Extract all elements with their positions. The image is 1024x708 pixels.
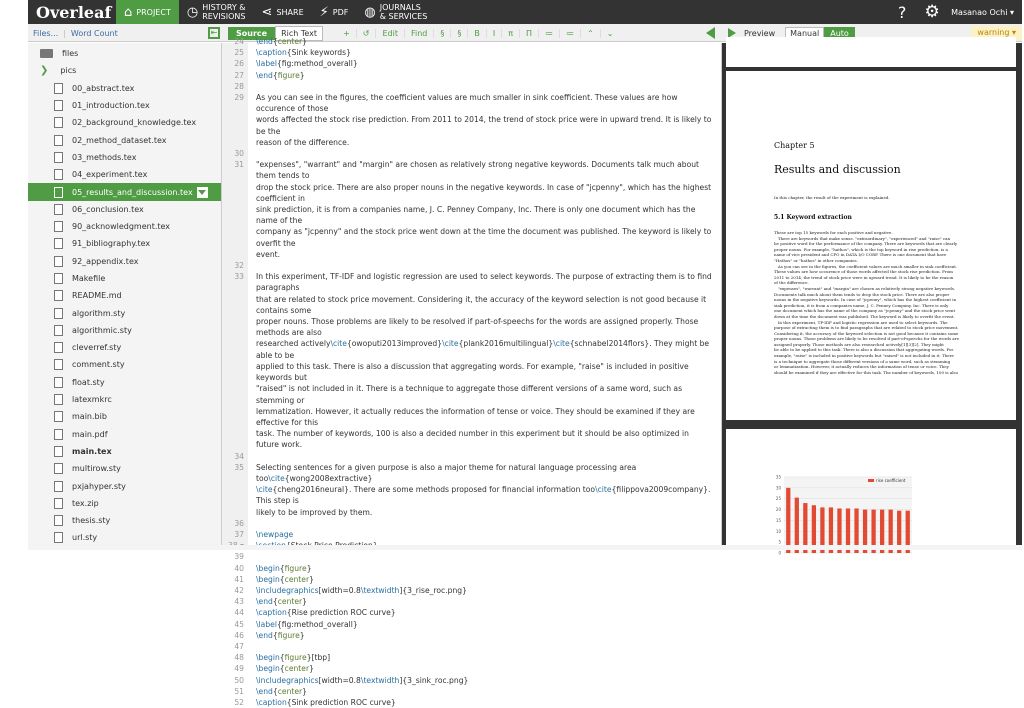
code-line[interactable] <box>222 81 722 92</box>
line-text: applied to this task. There is also a discussion that aggregating words. For example, "raise" is included in positive keywords but <box>256 361 689 383</box>
code-line[interactable] <box>222 663 722 674</box>
file-name: cleverref.sty <box>72 343 122 353</box>
pdf-text-line: be able to be applied to this task. There is also a discussion that aggregating words. For <box>774 347 954 353</box>
line-number: 52 <box>234 697 244 707</box>
line-text <box>256 519 258 528</box>
line-text: \end{center} <box>256 597 307 607</box>
auto-compile-button[interactable]: Auto <box>824 27 855 40</box>
file-item[interactable] <box>28 270 221 287</box>
code-line[interactable] <box>222 563 722 574</box>
file-icon <box>54 290 63 301</box>
line-text: \caption{Sink keywords} <box>256 48 351 58</box>
gear-icon[interactable]: ⚙ <box>924 2 940 22</box>
editor-tool-0[interactable]: + <box>343 28 350 38</box>
pdf-text-line: There are keywords that make sense. "extraordinary", "experienced" and "raise" can <box>774 235 951 241</box>
line-text: \newpage <box>256 529 294 539</box>
file-item[interactable] <box>28 80 221 97</box>
line-text: \begin{figure}[tbp] <box>256 653 331 663</box>
editor-tool-8[interactable]: π <box>501 29 519 38</box>
code-line[interactable] <box>222 182 722 204</box>
manual-compile-button[interactable]: Manual <box>785 27 824 40</box>
file-item[interactable] <box>28 322 221 339</box>
file-icon <box>54 446 63 457</box>
file-icon <box>54 204 63 215</box>
line-number: 51 <box>234 686 244 696</box>
file-name: multirow.sty <box>72 464 121 474</box>
line-number: 28 <box>234 81 244 91</box>
code-line[interactable] <box>222 260 722 271</box>
code-line[interactable] <box>222 518 722 529</box>
line-text <box>256 149 258 158</box>
pdf-text-line: proper nouns. For example, "hathos", which is the top keyword in rise prediction, is a <box>774 246 948 252</box>
top-navbar <box>28 0 1022 24</box>
pdf-text-line: These values are how occurence of those words affected the stock rise prediction. From <box>774 269 953 275</box>
bar <box>786 488 790 553</box>
file-item[interactable] <box>28 477 221 494</box>
line-text: \caption{Rise prediction ROC curve} <box>256 608 396 618</box>
filetree-tabs <box>28 24 222 42</box>
y-tick-label: 20 <box>775 507 781 513</box>
line-number: 49 <box>234 664 244 674</box>
code-line[interactable] <box>222 36 722 47</box>
line-text: \end{figure} <box>256 630 305 640</box>
pdf-text-line: proper nouns. Those problems are likely to be resolved if part-of-speechs for the words are <box>774 336 959 342</box>
line-text: "raised" is not included in it. There is a technique to aggregate those different versions of a same word, such as stemming or <box>256 384 683 405</box>
file-name: 02_background_knowledge.tex <box>72 118 197 128</box>
pdf-text-line: These are top 15 keywords for each positive and negative. <box>774 230 893 235</box>
legend-swatch <box>868 479 874 482</box>
line-number: 30 <box>234 149 244 159</box>
collapse-filetree-icon[interactable]: ⇤ <box>208 27 220 39</box>
preview-button[interactable]: Preview <box>744 28 776 38</box>
nav-label: JOURNALS & SERVICES <box>379 3 428 21</box>
file-name: Makefile <box>72 274 106 283</box>
file-item[interactable] <box>28 149 221 166</box>
code-line[interactable] <box>222 338 722 360</box>
line-number: 36 <box>234 518 244 528</box>
file-name: url.sty <box>72 533 98 543</box>
tab-separator: | <box>63 28 66 38</box>
file-name: float.sty <box>72 377 105 387</box>
line-text <box>256 261 258 270</box>
pdf-text-line: In this experiment, TF-IDF and logistic regression are used to select keywords. The <box>774 319 948 325</box>
editor-tool-13[interactable]: ⌄ <box>600 29 620 38</box>
code-line[interactable] <box>222 428 722 450</box>
pdf-body <box>774 230 979 375</box>
file-item[interactable] <box>28 512 221 529</box>
code-line[interactable] <box>222 507 722 518</box>
line-number: 33 <box>234 272 244 282</box>
code-line[interactable] <box>222 451 722 462</box>
editor-tool-6[interactable]: B <box>467 29 486 38</box>
file-icon <box>54 169 63 180</box>
line-text: \end{center} <box>256 37 307 46</box>
file-item[interactable] <box>28 408 221 425</box>
pdf-section-title: 5.1 Keyword extraction <box>774 214 852 221</box>
file-name: main.tex <box>72 446 112 456</box>
line-text: \begin{figure} <box>256 563 312 573</box>
line-text <box>256 452 258 461</box>
file-item[interactable] <box>28 460 221 477</box>
share-icon: ⋖ <box>261 4 273 20</box>
warning-badge[interactable]: warning ▾ <box>971 26 1022 40</box>
line-number: 46 <box>234 630 244 640</box>
globe-icon: ◍ <box>364 4 376 20</box>
line-text: \begin{center} <box>256 664 314 674</box>
file-name: latexmkrc <box>72 395 112 405</box>
line-text: lemmatization. However, it actually reduces the information of tense or voice. They should be examined if they are effective for this <box>256 406 695 427</box>
code-line[interactable] <box>222 652 722 663</box>
pdf-preview[interactable] <box>722 43 1022 556</box>
file-tree <box>28 43 222 545</box>
file-icon <box>54 256 63 267</box>
file-icon <box>54 83 63 94</box>
code-line[interactable] <box>222 294 722 316</box>
file-name: 06_conclusion.tex <box>72 204 144 214</box>
line-text: proper nouns. Those problems are likely to be resolved if part-of-speechs for the words are assigned properly. Those methods are also <box>256 317 699 338</box>
code-line[interactable] <box>222 383 722 405</box>
code-line[interactable] <box>222 137 722 148</box>
code-line[interactable] <box>222 619 722 630</box>
line-text: task. The number of keywords, 100 is also a decided number in this experiment but it should be also optimized in future work. <box>256 429 689 450</box>
word-count-tab[interactable]: Word Count <box>70 28 118 38</box>
nav-label: SHARE <box>276 7 304 17</box>
line-number: 35 <box>234 462 244 472</box>
file-icon <box>54 273 63 284</box>
file-icon <box>54 152 63 163</box>
line-text <box>256 82 258 91</box>
code-line[interactable] <box>222 607 722 618</box>
file-name: main.pdf <box>72 429 108 439</box>
editor-tool-1[interactable]: ↺ <box>356 29 376 38</box>
line-text: \end{figure} <box>256 70 305 80</box>
line-number: 31 <box>234 160 244 170</box>
file-icon <box>54 515 63 526</box>
line-number: 37 <box>234 529 244 539</box>
code-line[interactable] <box>222 675 722 686</box>
folder-icon <box>40 49 53 58</box>
line-text: \label{fig:method_overall} <box>256 59 358 69</box>
file-icon <box>54 100 63 111</box>
line-number: 45 <box>234 619 244 629</box>
file-name: 03_methods.tex <box>72 152 137 162</box>
code-line[interactable] <box>222 92 722 114</box>
code-line[interactable] <box>222 406 722 428</box>
line-text: that are related to stock price movement. Considering it, the accuracy of the keyword selection is not good because it contains some <box>256 294 707 315</box>
file-name: algorithm.sty <box>72 308 126 318</box>
file-item[interactable] <box>28 443 221 460</box>
rich-text-mode-button[interactable]: Rich Text <box>275 26 323 41</box>
file-item[interactable] <box>28 183 221 200</box>
pdf-text-line: Considering it, the accuracy of the keyword selection is not good because it contains some <box>774 330 959 336</box>
file-icon <box>54 238 63 249</box>
pdf-intro: In this chapter, the result of the experiment is explained. <box>774 195 890 200</box>
pdf-chapter-title: Results and discussion <box>774 163 901 176</box>
file-icon <box>54 411 63 422</box>
file-name: 91_bibliography.tex <box>72 239 151 249</box>
file-name: 01_introduction.tex <box>72 101 150 111</box>
code-line[interactable] <box>222 462 722 484</box>
code-line[interactable] <box>222 585 722 596</box>
pdf-text-line: sink prediction, it is from a companies name, J. C. Penney Company, Inc. There is only <box>774 302 949 308</box>
line-text: \end{center} <box>256 686 307 696</box>
file-item[interactable] <box>28 166 221 183</box>
home-icon: ⌂ <box>124 4 133 20</box>
line-number: 26 <box>234 59 244 69</box>
file-item[interactable] <box>28 131 221 148</box>
line-text: words affected the stock rise prediction. From 2011 to 2014, the trend of stock price were in upward trend. It is likely to be the <box>256 115 712 136</box>
nav-pdf-button[interactable] <box>312 0 357 24</box>
code-editor[interactable] <box>222 37 722 707</box>
pdf-page-previous <box>726 37 1016 67</box>
folder-item[interactable] <box>28 45 221 62</box>
line-text: Selecting sentences for a given purpose is also a major theme for natural language processing area too\cite{wong2008extractive} <box>256 462 637 483</box>
pdf-text-line: one document which has the name of the company as "jcpenny" and the stock price went <box>774 308 956 314</box>
file-name: 92_appendix.tex <box>72 256 139 266</box>
line-number: 50 <box>234 675 244 685</box>
pdf-text-line: assigned properly. Those methods are also researched actively[1][3][2]. They might <box>774 341 944 347</box>
pdf-text-line: 2011 to 2014, the trend of stock price were in upward trend. It is likely to be the reason <box>774 274 954 280</box>
pdf-text-line: "Hathos" or "hathos" in other companies. <box>774 257 858 263</box>
file-item[interactable] <box>28 391 221 408</box>
folder-item[interactable] <box>28 62 221 79</box>
file-item[interactable] <box>28 218 221 235</box>
file-icon <box>54 308 63 319</box>
file-icon <box>54 532 63 543</box>
code-line[interactable] <box>222 529 722 540</box>
file-item[interactable] <box>28 287 221 304</box>
file-icon <box>54 429 63 440</box>
pdf-text-line: example, "raise" is included in positive keywords but "raised" is not included in it. There <box>774 353 954 359</box>
code-line[interactable] <box>222 574 722 585</box>
file-name: 00_abstract.tex <box>72 83 135 93</box>
code-line[interactable] <box>222 316 722 338</box>
chevron-right-icon: ❯ <box>40 65 49 77</box>
code-line[interactable] <box>222 226 722 248</box>
line-number: 44 <box>234 608 244 618</box>
file-icon <box>54 463 63 474</box>
file-name: README.md <box>72 291 122 301</box>
code-line[interactable] <box>222 686 722 697</box>
file-icon <box>54 187 63 198</box>
editor-tool-4[interactable]: § <box>433 29 450 38</box>
pdf-text-line: down at the time the document was published. The keyword is likely to overfit the event. <box>774 313 955 319</box>
file-icon <box>54 377 63 388</box>
pdf-page <box>726 71 1016 420</box>
code-line[interactable] <box>222 47 722 58</box>
file-icon <box>54 221 63 232</box>
y-tick-label: 30 <box>775 485 781 491</box>
nav-history-button[interactable] <box>179 0 254 24</box>
line-text: As you can see in the figures, the coefficient values are much smaller in sink coefficient. These values are how occurence of those <box>256 93 678 114</box>
user-menu[interactable]: Masanao Ochi ▾ <box>951 7 1014 17</box>
code-line[interactable] <box>222 484 722 506</box>
file-icon <box>54 359 63 370</box>
file-item[interactable] <box>28 339 221 356</box>
code-line[interactable] <box>222 70 722 81</box>
file-icon <box>54 481 63 492</box>
y-tick-label: 0 <box>778 550 781 556</box>
code-line[interactable] <box>222 114 722 136</box>
line-text: In this experiment, TF-IDF and logistic regression are used to select keywords. The purpose of extracting them is to find paragraphs <box>256 272 712 293</box>
y-tick-label: 5 <box>778 539 781 545</box>
pdf-text-line: "expenses", "warrant" and "margin" are chosen as relatively strong negative keywords. <box>774 285 956 291</box>
nav-project-button[interactable] <box>116 0 179 24</box>
code-line[interactable] <box>222 551 722 562</box>
file-name: 90_acknowledgment.tex <box>72 222 171 232</box>
pdf-text-line: should be examined if they are effective for this task. The number of keywords, 100 is also <box>774 369 958 375</box>
file-name: thesis.sty <box>72 516 111 526</box>
pdf-text-line: be positive word for the performance of the company. There are keywords that are clearly <box>774 241 958 247</box>
pdf-page-next <box>726 429 1016 559</box>
line-text: \includegraphics[width=0.8\textwidth]{3_sink_roc.png} <box>256 675 469 685</box>
file-name: main.bib <box>72 412 107 422</box>
code-line[interactable] <box>222 148 722 159</box>
line-number: 41 <box>234 574 244 584</box>
line-text: reason of the difference. <box>256 137 350 147</box>
file-item[interactable] <box>28 201 221 218</box>
code-line[interactable] <box>222 58 722 69</box>
pdf-text-line: name of vice president and CFO in DATA I/O CORP. There is one document that have <box>774 252 947 258</box>
file-icon <box>54 342 63 353</box>
overleaf-logo[interactable]: Overleaf <box>36 2 112 22</box>
file-item[interactable] <box>28 253 221 270</box>
line-number: 34 <box>234 451 244 461</box>
code-line[interactable] <box>222 159 722 181</box>
line-text: sink prediction, it is from a companies name, J. C. Penney Company, Inc. There is only one document which has the name of the <box>256 205 696 226</box>
nav-label: PROJECT <box>136 7 171 17</box>
y-tick-label: 35 <box>775 474 781 480</box>
file-name: 02_method_dataset.tex <box>72 135 167 145</box>
line-text: likely to be improved by them. <box>256 507 373 517</box>
pdf-chapter-number: Chapter 5 <box>774 141 815 150</box>
window-shadow <box>28 545 1022 550</box>
nav-label: HISTORY & REVISIONS <box>202 3 246 21</box>
file-name: pics <box>60 66 77 76</box>
code-line[interactable] <box>222 204 722 226</box>
code-line[interactable] <box>222 596 722 607</box>
line-number: 39 <box>234 552 244 562</box>
file-menu-chevron-down-icon[interactable] <box>197 187 208 198</box>
pdf-text-line: or lemmatization. However, it actually reduces the information of tense or voice. They <box>774 364 949 370</box>
editor-tool-12[interactable]: ⌃ <box>580 29 600 38</box>
pdf-text-line: As you can see in the figures, the coefficient values are much smaller in sink coefficient. <box>774 263 958 269</box>
line-number: 24 <box>234 37 244 46</box>
line-text: \caption{Sink prediction ROC curve} <box>256 697 396 707</box>
file-item[interactable] <box>28 495 221 512</box>
y-tick-label: 25 <box>775 496 781 502</box>
code-line[interactable] <box>222 630 722 641</box>
file-item[interactable] <box>28 97 221 114</box>
file-name: tex.zip <box>72 498 99 508</box>
legend-label: rise coefficient <box>876 478 906 483</box>
pdf-text-line: nouns in the negative keywords. In case of "jcpenny", which has the highest coefficient in <box>774 297 957 303</box>
file-icon <box>54 117 63 128</box>
file-name: files <box>62 49 79 59</box>
pdf-text-line: Documents talk much about them tends to drop the stock price. There are also proper <box>774 291 950 297</box>
line-text <box>256 642 258 651</box>
pdf-text-line: is a technique to aggregate those different versions of a same word, such as stemming <box>774 358 951 364</box>
line-text: \label{fig:method_overall} <box>256 619 358 629</box>
line-number: 40 <box>234 563 244 573</box>
line-number: 25 <box>234 48 244 58</box>
file-item[interactable] <box>28 374 221 391</box>
line-text: drop the stock price. There are also proper nouns in the negative keywords. In case of "jcpenny", which has the highest coefficient in <box>256 182 712 203</box>
history-icon: ◷ <box>186 4 199 20</box>
code-line[interactable] <box>222 271 722 293</box>
editor-tool-11[interactable]: ≔ <box>559 29 580 38</box>
line-number: 27 <box>234 70 244 80</box>
pdf-icon: ⚡ <box>319 4 329 20</box>
line-text: researched actively\cite{owoputi2013improved}\cite{plank2016multilingual}\cite{schnabel2014flors}. They might be able to be <box>256 339 710 360</box>
file-item[interactable] <box>28 426 221 443</box>
file-name: 05_results_and_discussion.tex <box>72 187 193 197</box>
code-line[interactable] <box>222 361 722 383</box>
line-number: 48 <box>234 653 244 663</box>
line-text: \begin{center} <box>256 574 314 584</box>
editor-tool-7[interactable]: I <box>486 29 501 38</box>
files-tab[interactable]: Files... <box>33 28 59 38</box>
file-item[interactable] <box>28 235 221 252</box>
line-text: event. <box>256 249 281 259</box>
help-icon[interactable]: ? <box>897 2 907 22</box>
nav-journals-button[interactable] <box>356 0 435 24</box>
editor-tool-10[interactable]: ≔ <box>538 29 559 38</box>
file-icon <box>54 498 63 509</box>
overleaf-window <box>28 0 1022 707</box>
editor-tool-9[interactable]: Π <box>519 29 538 38</box>
code-line[interactable] <box>222 249 722 260</box>
code-line[interactable] <box>222 697 722 708</box>
pdf-text-line: of the difference. <box>774 280 809 286</box>
file-item[interactable] <box>28 529 221 546</box>
editor-tool-5[interactable]: § <box>450 29 467 38</box>
file-name: 04_experiment.tex <box>72 170 148 180</box>
file-icon <box>54 394 63 405</box>
nav-share-button[interactable] <box>254 0 312 24</box>
line-number: 43 <box>234 597 244 607</box>
source-mode-button[interactable]: Source <box>228 27 275 40</box>
line-text: \includegraphics[width=0.8\textwidth]{3_rise_roc.png} <box>256 585 467 595</box>
y-tick-label: 15 <box>775 517 781 523</box>
line-number: 42 <box>234 585 244 595</box>
file-item[interactable] <box>28 304 221 321</box>
line-number: 32 <box>234 261 244 271</box>
file-item[interactable] <box>28 114 221 131</box>
y-tick-label: 10 <box>775 528 781 534</box>
code-line[interactable] <box>222 641 722 652</box>
line-number: 29 <box>234 93 244 103</box>
file-name: pxjahyper.sty <box>72 481 126 491</box>
editor-tool-2[interactable]: Edit <box>375 29 404 38</box>
line-text: \cite{cheng2016neural}. There are some methods proposed for financial information too\cite{filippova2009company}. This step is <box>256 485 711 506</box>
line-text: company as "jcpenny" and the stock price went down at the time the document was published. The keyword is likely to overfit the <box>256 227 712 248</box>
file-icon <box>54 135 63 146</box>
nav-label: PDF <box>332 7 349 17</box>
line-number: 47 <box>234 641 244 651</box>
line-text: "expenses", "warrant" and "margin" are chosen as relatively strong negative keywords. Documents talk much about them tends to <box>256 160 700 181</box>
editor-tool-3[interactable]: Find <box>404 29 433 38</box>
file-name: comment.sty <box>72 360 125 370</box>
line-text <box>256 552 258 561</box>
pdf-text-line: purpose of extracting them is to find paragraphs that are related to stock price movement. <box>774 325 959 331</box>
file-icon <box>54 325 63 336</box>
file-name: algorithmic.sty <box>72 325 132 335</box>
file-item[interactable] <box>28 356 221 373</box>
